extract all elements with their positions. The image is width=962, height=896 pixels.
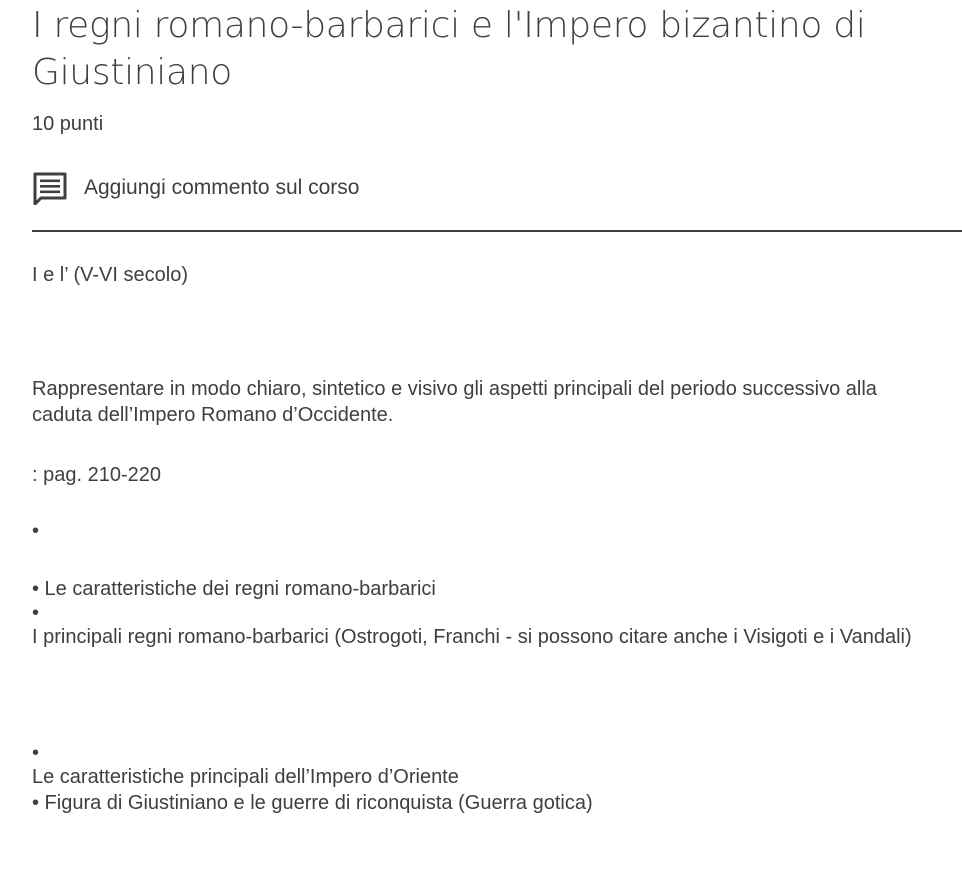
description-list-item: Le caratteristiche principali dell’Impero d’Oriente: [32, 766, 459, 788]
assignment-points: 10 punti: [32, 113, 104, 135]
description-heading: I e l’ (V-VI secolo): [32, 264, 188, 286]
description-bullet: •: [32, 520, 40, 542]
description-bullet: •: [32, 742, 40, 764]
description-list-item: • Le caratteristiche dei regni romano-barbarici: [32, 578, 436, 600]
assignment-page: [32, 0, 962, 814]
description-list-item: • Figura di Giustiniano e le guerre di riconquista (Guerra gotica): [32, 792, 593, 814]
description-list-item: I principali regni romano-barbarici (Ostrogoti, Franchi - si possono citare anche i Visigoti e i Vandali): [32, 626, 912, 648]
description-bullet: •: [32, 602, 40, 624]
description-reference: : pag. 210-220: [32, 464, 161, 486]
assignment-title: I regni romano-barbarici e l'Impero bizantino di Giustiniano: [32, 5, 866, 93]
add-class-comment-label: Aggiungi commento sul corso: [84, 176, 360, 199]
section-divider: [32, 230, 962, 232]
description-objective: Rappresentare in modo chiaro, sintetico e visivo gli aspetti principali del periodo successivo alla caduta dell’Impero Romano d’Occidente.: [32, 378, 877, 426]
add-class-comment-button[interactable]: [32, 168, 962, 208]
comment-icon: [32, 169, 70, 207]
